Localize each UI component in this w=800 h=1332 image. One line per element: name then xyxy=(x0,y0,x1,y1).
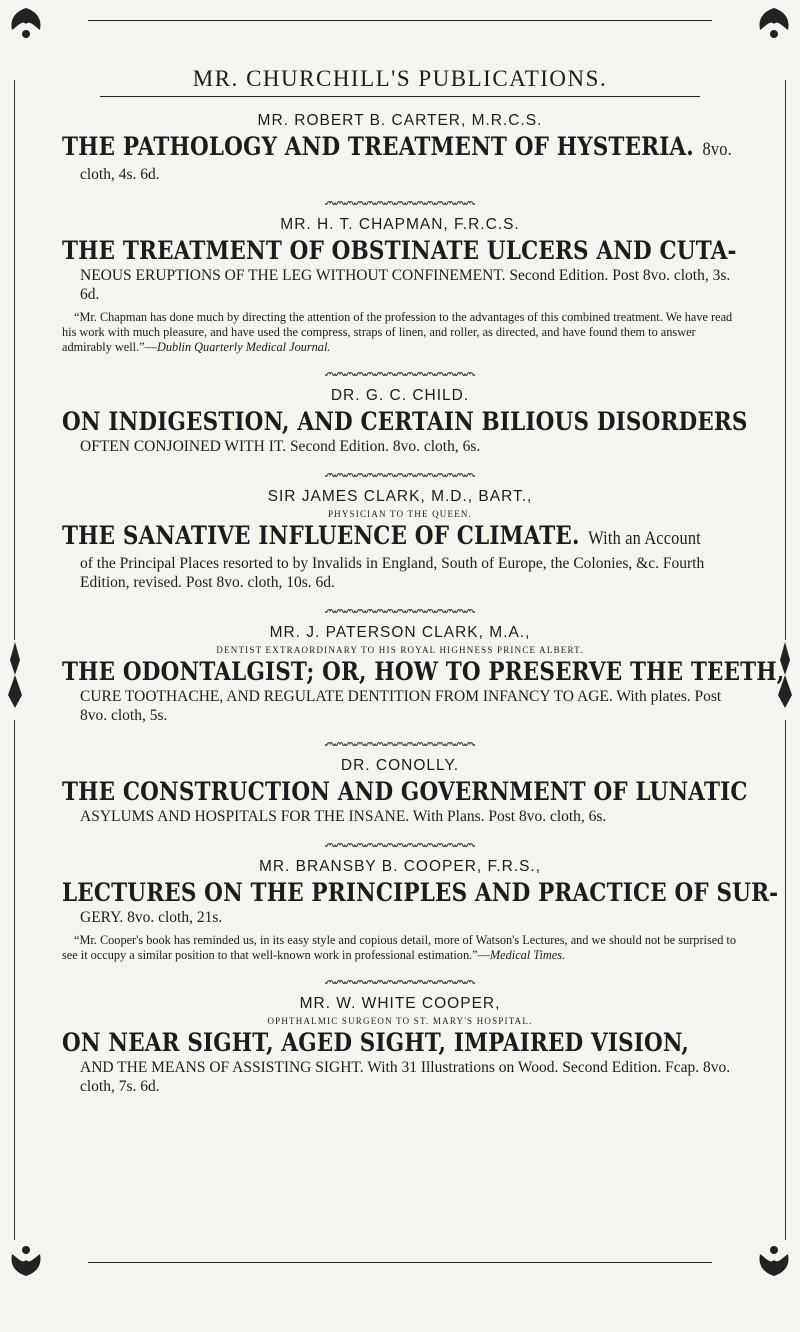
book-title xyxy=(62,236,737,266)
publication-entry xyxy=(62,112,738,184)
publication-entry xyxy=(62,995,738,1096)
title-suffix: With an Account xyxy=(588,528,701,549)
corner-ornament-icon xyxy=(754,4,794,44)
wavy-divider-icon xyxy=(325,370,475,378)
wavy-divider-icon xyxy=(325,841,475,849)
wavy-divider-icon xyxy=(325,199,475,207)
book-details: AND THE MEANS OF ASSISTING SIGHT. With 31 Illustrations on Wood. Second Edition. Fcap. 8vo. cloth, 7s. 6d. xyxy=(80,1059,731,1095)
wavy-divider xyxy=(62,735,738,743)
wavy-divider xyxy=(62,602,738,610)
corner-ornament-icon xyxy=(6,4,46,44)
review-text: “Mr. Cooper's book has reminded us, in its easy style and copious detail, more of Watson's Lectures, and we should not be surprised to see it occupy a similar position to that well-known work in professional estimation.”— xyxy=(62,933,737,962)
review-source: Dublin Quarterly Medical Journal. xyxy=(156,340,331,354)
book-title xyxy=(62,407,748,437)
author-position: OPHTHALMIC SURGEON TO ST. MARY'S HOSPITAL. xyxy=(267,1016,533,1026)
wavy-divider xyxy=(62,836,738,844)
wavy-divider xyxy=(62,194,738,202)
title-suffix: 8vo. xyxy=(702,139,732,160)
publication-entry xyxy=(62,387,748,456)
wavy-divider-icon xyxy=(325,740,475,748)
book-title-text: THE ODONTALGIST; OR, HOW TO PRESERVE THE TEETH, xyxy=(62,657,785,686)
book-details: cloth, 4s. 6d. xyxy=(80,166,160,183)
wavy-divider-icon xyxy=(325,978,475,986)
right-border-line xyxy=(785,720,786,1240)
bottom-rule xyxy=(88,1262,712,1263)
author-name: MR. W. WHITE COOPER, xyxy=(299,995,501,1012)
author-name: MR. H. T. CHAPMAN, F.R.C.S. xyxy=(280,216,520,233)
top-rule xyxy=(88,20,712,21)
book-details: of the Principal Places resorted to by Invalids in England, South of Europe, the Colonies, &c. Fourth Edition, revised. Post 8vo. cloth, 10s. 6d. xyxy=(80,555,705,591)
book-title xyxy=(62,132,732,165)
book-details: GERY. 8vo. cloth, 21s. xyxy=(80,909,223,926)
side-ornament-icon xyxy=(4,640,26,710)
book-details: OFTEN CONJOINED WITH IT. Second Edition. 8vo. cloth, 6s. xyxy=(80,438,481,455)
page-header: MR. CHURCHILL'S PUBLICATIONS. xyxy=(192,66,608,91)
publication-entry xyxy=(62,624,785,725)
wavy-divider xyxy=(62,365,738,373)
book-title xyxy=(62,1028,690,1058)
author-name: MR. J. PATERSON CLARK, M.A., xyxy=(269,624,531,641)
author-name: MR. BRANSBY B. COOPER, F.R.S., xyxy=(258,858,542,875)
book-title xyxy=(62,521,701,554)
left-border-line xyxy=(14,80,15,640)
wavy-divider-icon xyxy=(325,471,475,479)
book-title-text: THE TREATMENT OF OBSTINATE ULCERS AND CUTA- xyxy=(62,236,737,265)
review-quote xyxy=(62,933,738,963)
book-details: NEOUS ERUPTIONS OF THE LEG WITHOUT CONFINEMENT. Second Edition. Post 8vo. cloth, 3s. 6d. xyxy=(80,267,731,303)
author-name: DR. G. C. CHILD. xyxy=(330,387,470,404)
review-text: “Mr. Chapman has done much by directing the attention of the profession to the advantages of this combined treatment. We have read his work with much pleasure, and have used the compress, straps of linen, and roller, as directed, and have found them to answer admirably well.”— xyxy=(62,310,733,354)
corner-ornament-icon xyxy=(6,1240,46,1280)
review-quote xyxy=(62,310,738,355)
book-title-text: THE SANATIVE INFLUENCE OF CLIMATE. xyxy=(62,521,580,550)
wavy-divider xyxy=(62,466,738,474)
publication-list xyxy=(62,112,785,1096)
publication-entry xyxy=(62,858,779,963)
book-title-text: THE CONSTRUCTION AND GOVERNMENT OF LUNATIC xyxy=(62,777,748,806)
publication-entry xyxy=(62,488,738,592)
author-position: DENTIST EXTRAORDINARY TO HIS ROYAL HIGHNESS PRINCE ALBERT. xyxy=(216,645,584,655)
author-name: DR. CONOLLY. xyxy=(340,757,460,774)
right-border-line xyxy=(785,80,786,640)
left-border-line xyxy=(14,720,15,1240)
publication-entry xyxy=(62,757,748,826)
wavy-divider xyxy=(62,973,738,981)
book-title xyxy=(62,878,779,908)
review-source: Medical Times. xyxy=(489,948,566,962)
book-title-text: THE PATHOLOGY AND TREATMENT OF HYSTERIA. xyxy=(62,132,694,161)
book-details: ASYLUMS AND HOSPITALS FOR THE INSANE. With Plans. Post 8vo. cloth, 6s. xyxy=(80,808,607,825)
author-name: MR. ROBERT B. CARTER, M.R.C.S. xyxy=(257,112,543,129)
book-title-text: LECTURES ON THE PRINCIPLES AND PRACTICE OF SUR- xyxy=(62,878,779,907)
book-title-text: ON NEAR SIGHT, AGED SIGHT, IMPAIRED VISION, xyxy=(62,1028,690,1057)
author-name: SIR JAMES CLARK, M.D., BART., xyxy=(267,488,533,505)
book-title xyxy=(62,777,748,807)
publication-entry xyxy=(62,216,738,355)
book-details: CURE TOOTHACHE, AND REGULATE DENTITION FROM INFANCY TO AGE. With plates. Post 8vo. cloth, 5s. xyxy=(80,688,722,724)
header-rule xyxy=(100,96,700,97)
corner-ornament-icon xyxy=(754,1240,794,1280)
book-title-text: ON INDIGESTION, AND CERTAIN BILIOUS DISORDERS xyxy=(62,407,748,436)
author-position: PHYSICIAN TO THE QUEEN. xyxy=(327,509,473,519)
wavy-divider-icon xyxy=(325,607,475,615)
book-title xyxy=(62,657,785,687)
